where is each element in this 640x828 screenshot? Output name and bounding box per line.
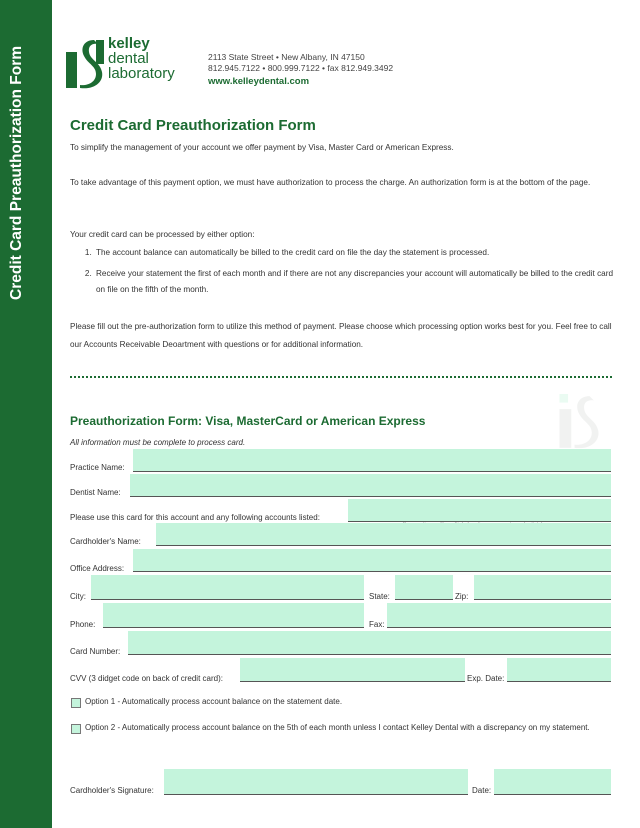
card-number-label: Card Number:	[70, 647, 121, 656]
fax-label: Fax:	[369, 620, 385, 629]
practice-name-field[interactable]	[133, 449, 611, 472]
state-label: State:	[369, 592, 390, 601]
kelley-logo-icon	[66, 38, 106, 90]
company-address-block	[208, 52, 393, 87]
practice-name-label: Practice Name:	[70, 463, 125, 472]
state-field[interactable]	[395, 575, 453, 600]
sidebar-title: Credit Card Preauthorization Form	[8, 45, 25, 300]
dentist-name-label: Dentist Name:	[70, 488, 121, 497]
city-field[interactable]	[91, 575, 364, 600]
form-title: Preauthorization Form: Visa, MasterCard or American Express	[70, 414, 426, 428]
additional-accounts-field[interactable]	[348, 499, 611, 522]
sidebar-band	[0, 0, 52, 828]
company-name-line3: laboratory	[108, 65, 175, 82]
list-item: 1. The account balance can automatically be billed to the credit card on file the day the statement is processed.	[94, 245, 620, 261]
option2-label: Option 2 - Automatically process account balance on the 5th of each month unless I contact Kelley Dental with a discrepancy on my statement.	[85, 723, 590, 732]
dentist-name-field[interactable]	[130, 474, 611, 497]
office-address-field[interactable]	[133, 549, 611, 572]
intro-paragraph-1: To simplify the management of your account we offer payment by Visa, Master Card or American Express.	[70, 143, 454, 152]
company-name	[108, 36, 175, 81]
signature-date-field[interactable]	[494, 769, 611, 795]
card-number-field[interactable]	[128, 631, 611, 655]
kelley-watermark-icon	[554, 394, 608, 450]
company-name-line1: kelley	[108, 35, 150, 52]
dotted-divider	[70, 376, 612, 378]
fax-field[interactable]	[387, 603, 611, 628]
option1-checkbox[interactable]	[71, 698, 81, 708]
intro-paragraph-2: To take advantage of this payment option, we must have authorization to process the charge. An authorization form is at the bottom of the page.	[70, 178, 591, 187]
exp-date-label: Exp. Date:	[467, 674, 505, 683]
phone-field[interactable]	[103, 603, 364, 628]
cardholder-name-label: Cardholder's Name:	[70, 537, 141, 546]
intro-paragraph-3: Your credit card can be processed by either option:	[70, 230, 255, 239]
company-phones: 812.945.7122 • 800.999.7122 • fax 812.949.3492	[208, 63, 394, 73]
additional-accounts-label: Please use this card for this account and any following accounts listed:	[70, 513, 320, 522]
company-address: 2113 State Street • New Albany, IN 47150	[208, 52, 365, 62]
page-title: Credit Card Preauthorization Form	[70, 117, 316, 134]
exp-date-field[interactable]	[507, 658, 611, 682]
signature-date-label: Date:	[472, 786, 492, 795]
office-address-label: Office Address:	[70, 564, 125, 573]
form-note: All information must be complete to process card.	[70, 438, 246, 447]
intro-paragraph-4: Please fill out the pre-authorization form to utilize this method of payment. Please choose which processing option works best for you. Feel free to call our Accounts Receivable Deoartment with questions or for additional information.	[70, 322, 612, 349]
cardholder-name-field[interactable]	[156, 523, 611, 546]
company-website-link[interactable]: www.kelleydental.com	[208, 76, 310, 87]
signature-label: Cardholder's Signature:	[70, 786, 154, 795]
city-label: City:	[70, 592, 86, 601]
cvv-field[interactable]	[240, 658, 465, 682]
cvv-label: CVV (3 didget code on back of credit card):	[70, 674, 223, 683]
zip-field[interactable]	[474, 575, 611, 600]
signature-field[interactable]	[164, 769, 468, 795]
option1-label: Option 1 - Automatically process account balance on the statement date.	[85, 697, 343, 706]
phone-label: Phone:	[70, 620, 96, 629]
list-item: 2. Receive your statement the first of each month and if there are not any discrepancies your account will automatically be billed to the credit card on file on the fifth of the month.	[94, 266, 620, 298]
company-name-line2: dental	[108, 50, 149, 67]
options-list	[70, 245, 620, 303]
option2-checkbox[interactable]	[71, 724, 81, 734]
zip-label: Zip:	[455, 592, 469, 601]
